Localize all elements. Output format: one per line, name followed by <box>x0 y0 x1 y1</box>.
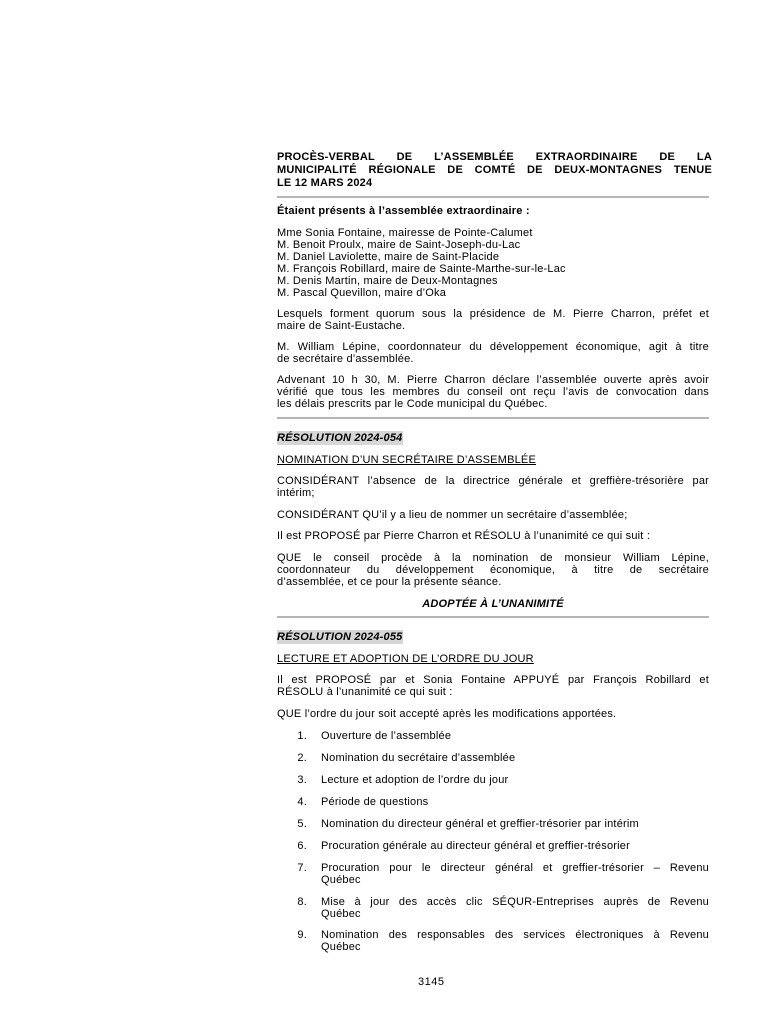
agenda-item <box>277 730 709 742</box>
attendee: Mme Sonia Fontaine, mairesse de Pointe-Calumet <box>277 227 533 239</box>
paragraph-line: QUE l’ordre du jour soit accepté après les modifications apportées. <box>277 708 617 720</box>
secretary-paragraph <box>277 341 709 365</box>
resolution-subject: LECTURE ET ADOPTION DE L’ORDRE DU JOUR <box>277 653 534 665</box>
agenda-item-number: 6. <box>297 840 307 852</box>
agenda-item-text <box>321 896 709 920</box>
agenda-item <box>277 896 709 920</box>
agenda-item <box>277 818 709 830</box>
agenda-item-number: 4. <box>297 796 307 808</box>
paragraph-line: les délais prescrits par le Code municipal du Québec. <box>277 398 548 410</box>
page-number: 3145 <box>418 976 445 988</box>
attendee: M. Benoit Proulx, maire de Saint-Joseph-du-Lac <box>277 239 521 251</box>
agenda-item-line: Procuration pour le directeur général et greffier-trésorier – Revenu <box>321 862 709 874</box>
paragraph-line: Advenant 10 h 30, M. Pierre Charron déclare l’assemblée ouverte après avoir <box>277 374 709 386</box>
agenda-item-text <box>321 818 709 830</box>
paragraph-line: M. William Lépine, coordonnateur du développement économique, agit à titre <box>277 341 709 353</box>
agenda-item <box>277 840 709 852</box>
agenda-item-text <box>321 752 709 764</box>
paragraph-line: RÉSOLU à l’unanimité ce qui suit : <box>277 686 453 698</box>
paragraph-line: intérim; <box>277 487 315 499</box>
paragraph-line: Il est PROPOSÉ par Pierre Charron et RÉSOLU à l’unanimité ce qui suit : <box>277 530 651 542</box>
attendee: M. Denis Martin, maire de Deux-Montagnes <box>277 275 498 287</box>
section-divider <box>277 417 709 419</box>
agenda-item-number: 2. <box>297 752 307 764</box>
document-title <box>277 151 712 190</box>
title-line: MUNICIPALITÉ RÉGIONALE DE COMTÉ DE DEUX-MONTAGNES TENUE <box>277 164 712 176</box>
agenda-item-line: Procuration générale au directeur général et greffier-trésorier <box>321 840 630 852</box>
agenda-item-text <box>321 774 709 786</box>
resolution-paragraph <box>277 552 709 588</box>
agenda-item-line: Québec <box>321 941 361 953</box>
agenda-item-line: Nomination du secrétaire d’assemblée <box>321 752 516 764</box>
agenda-list <box>277 730 709 953</box>
attendance-list <box>277 227 709 299</box>
paragraph-line: d’assemblée, et ce pour la présente séance. <box>277 576 502 588</box>
paragraph-line: de secrétaire d’assemblée. <box>277 353 414 365</box>
resolution-subject: NOMINATION D’UN SECRÉTAIRE D’ASSEMBLÉE <box>277 454 537 466</box>
paragraph-line: QUE le conseil procède à la nomination de monsieur William Lépine, <box>277 552 709 564</box>
adoption-statement: ADOPTÉE À L’UNANIMITÉ <box>422 598 564 610</box>
resolution-number-label: RÉSOLUTION 2024-055 <box>277 631 403 643</box>
agenda-item-text <box>321 862 709 886</box>
agenda-item-line: Nomination des responsables des services électroniques à Revenu <box>321 929 709 941</box>
agenda-item-number: 8. <box>297 896 307 908</box>
agenda-item-line: Période de questions <box>321 796 429 808</box>
agenda-item-text <box>321 929 709 953</box>
agenda-item-number: 5. <box>297 818 307 830</box>
section-divider <box>277 616 709 618</box>
resolution-number <box>277 432 709 444</box>
resolution-paragraph <box>277 674 709 698</box>
attendee: M. François Robillard, maire de Sainte-Marthe-sur-le-Lac <box>277 263 566 275</box>
resolution-paragraph <box>277 530 709 542</box>
attendance-heading: Étaient présents à l’assemblée extraordinaire : <box>277 205 530 217</box>
title-line: PROCÈS-VERBAL DE L’ASSEMBLÉE EXTRAORDINAIRE DE LA <box>277 151 712 163</box>
opening-paragraph <box>277 374 709 410</box>
paragraph-line: CONSIDÉRANT l’absence de la directrice générale et greffière-trésorière par <box>277 475 709 487</box>
agenda-item <box>277 929 709 953</box>
agenda-item-number: 7. <box>297 862 307 874</box>
resolution-number-label: RÉSOLUTION 2024-054 <box>277 432 403 444</box>
agenda-item-number: 9. <box>297 929 307 941</box>
agenda-item-number: 3. <box>297 774 307 786</box>
attendee: M. Pascal Quevillon, maire d’Oka <box>277 287 447 299</box>
minutes-page-content <box>277 151 712 953</box>
agenda-item-text <box>321 840 709 852</box>
resolution-paragraph <box>277 509 709 521</box>
agenda-item-line: Lecture et adoption de l’ordre du jour <box>321 774 509 786</box>
paragraph-line: Il est PROPOSÉ par et Sonia Fontaine APPUYÉ par François Robillard et <box>277 674 709 686</box>
agenda-item-line: Québec <box>321 874 361 886</box>
resolution-paragraph <box>277 708 709 720</box>
attendee: M. Daniel Laviolette, maire de Saint-Placide <box>277 251 500 263</box>
agenda-item-text <box>321 796 709 808</box>
paragraph-line: Lesquels forment quorum sous la présidence de M. Pierre Charron, préfet et <box>277 308 709 320</box>
resolution-number <box>277 631 709 643</box>
agenda-item-line: Nomination du directeur général et greffier-trésorier par intérim <box>321 818 639 830</box>
agenda-item-line: Québec <box>321 908 361 920</box>
agenda-item-line: Mise à jour des accès clic SÉQUR-Entreprises auprès de Revenu <box>321 896 709 908</box>
section-divider <box>277 196 709 198</box>
agenda-item <box>277 774 709 786</box>
title-line: LE 12 MARS 2024 <box>277 177 373 189</box>
agenda-item-number: 1. <box>297 730 307 742</box>
paragraph-line: vérifié que tous les membres du conseil ont reçu l’avis de convocation dans <box>277 386 709 398</box>
paragraph-line: coordonnateur du développement économique, à titre de secrétaire <box>277 564 709 576</box>
agenda-item <box>277 862 709 886</box>
resolution-paragraph <box>277 475 709 499</box>
paragraph-line: maire de Saint-Eustache. <box>277 320 406 332</box>
agenda-item-line: Ouverture de l’assemblée <box>321 730 452 742</box>
agenda-item <box>277 796 709 808</box>
paragraph-line: CONSIDÉRANT QU’il y a lieu de nommer un secrétaire d’assemblée; <box>277 509 628 521</box>
agenda-item <box>277 752 709 764</box>
agenda-item-text <box>321 730 709 742</box>
quorum-paragraph <box>277 308 709 332</box>
